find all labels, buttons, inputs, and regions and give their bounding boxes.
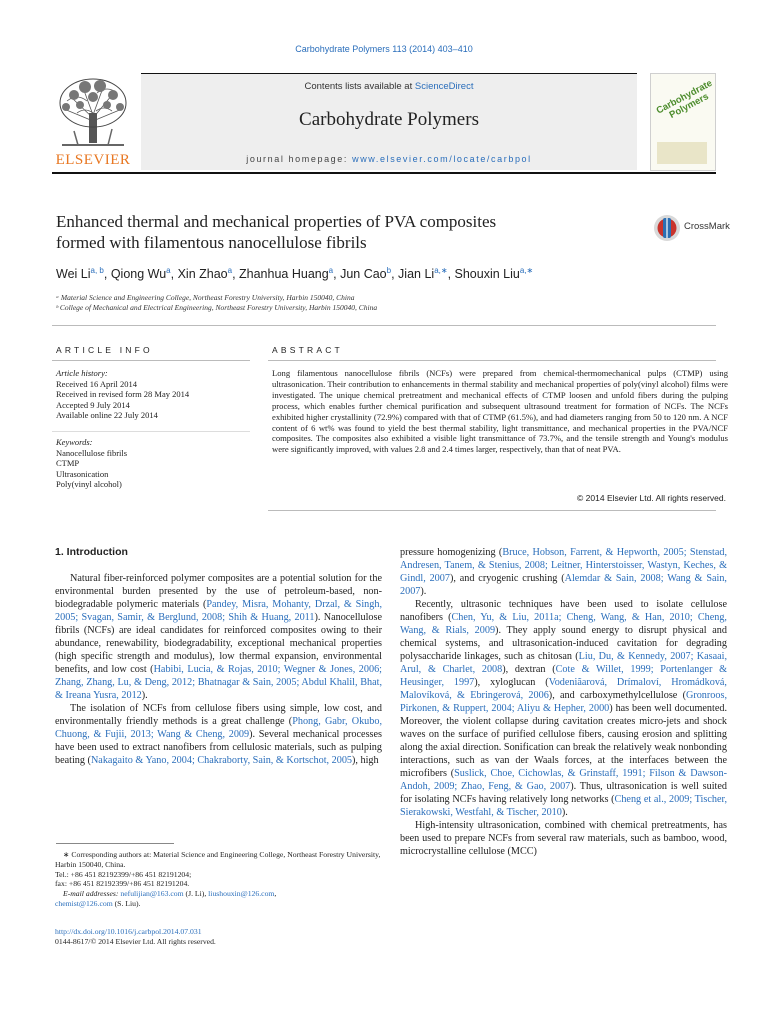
keyword: CTMP [56, 458, 80, 468]
reference-link[interactable]: Nakagaito & Yano, 2004; Chakraborty, Sain, & Kortschot, 2005 [90, 755, 353, 766]
corresponding-note: ∗ Corresponding authors at: Material Science and Engineering College, Northeast Forestry University, Harbin 150040, China. [55, 850, 381, 869]
abstract-rule [268, 360, 716, 361]
reference-link[interactable]: Cheng et al., 2009; Tischer, Sierakowski, Westfahl, & Tischer, 2010 [400, 794, 728, 818]
keyword: Nanocellulose fibrils [56, 447, 128, 458]
article-info-rule [52, 360, 250, 361]
contents-line [141, 81, 637, 92]
affiliation-b: ᵇ College of Mechanical and Electrical Engineering, Northeast Forestry University, Harbin 150040, China [56, 303, 378, 312]
reference-link[interactable]: Liu, Du, & Kennedy, 2007; Kasaai, Arul, & Charlet, 2008 [400, 651, 727, 675]
footnote-rule [56, 843, 174, 844]
paragraph: pressure homogenizing (Bruce, Hobson, Farrent, & Hepworth, 2005; Stenstad, Andresen, Tanem, & Stenius, 2008; Leitner, Hinterstoisser, Wastyn, Keches, & Gindl, 2007), and cryogenic crushing (Alemdar & Sain, 2008; Wang & Sain, 2007). [400, 547, 727, 597]
article-info-heading: ARTICLE INFO [56, 345, 153, 355]
reference-link[interactable]: Pandey, Misra, Mohanty, Drzal, & Singh, 2005; Svagan, Samir, & Berglund, 2008; Shih & Huang, 2011 [55, 599, 382, 623]
contents-prefix: Contents lists available at [304, 81, 415, 92]
section-heading-introduction: 1. Introduction [55, 546, 128, 558]
reference-link[interactable]: Cote & Willet, 1999; Portenlanger & Heusinger, 1997 [400, 664, 727, 688]
author[interactable]: Xin Zhao$^a$ [177, 266, 233, 282]
article-title [56, 211, 616, 253]
journal-citation[interactable]: Carbohydrate Polymers 113 (2014) 403–410 [295, 44, 473, 54]
cover-title: Carbohydrate Polymers [654, 77, 715, 121]
author[interactable]: Zhanhua Huang$^a$ [239, 266, 334, 282]
doi-block [55, 927, 216, 947]
article-history [56, 368, 251, 421]
author[interactable]: Qiong Wu$^a$ [110, 266, 171, 282]
title-line-2: formed with filamentous nanocellulose fibrils [56, 233, 367, 252]
keywords-rule [52, 431, 250, 432]
reference-link[interactable]: Phong, Gabr, Okubo, Chuong, & Fujii, 2013; Wang & Cheng, 2009 [55, 716, 382, 740]
section-rule [52, 325, 716, 326]
keywords [56, 437, 251, 490]
journal-homepage [141, 154, 637, 164]
abstract-heading: ABSTRACT [272, 345, 343, 355]
author[interactable]: Jian $Li^{a,∗}$ [398, 266, 448, 282]
reference-link[interactable]: Habibi, Lucia, & Rojas, 2010; Wegner & Jones, 2006; Zhang, Zhang, Lu, & Deng, 2012; Bhatnagar & Sain, 2005; Abdul Khalil, Bhat, & Ireana Yusra, 2012 [55, 664, 382, 701]
fax: fax: +86 451 82192399/+86 451 82191204. [55, 879, 190, 889]
keyword: Poly(vinyl alcohol) [56, 479, 122, 489]
paragraph: The isolation of NCFs from cellulose fibers using simple, low cost, and environmentally friendly methods is a great challenge (Phong, Gabr, Okubo, Chuong, & Fujii, 2013; Wang & Cheng, 2009). Several mechanical processes have been used to extract nanofibers from cellulosic materials, such as pulping beating (Nakagaito & Yano, 2004; Chakraborty, Sain, & Kortschot, 2005), high [55, 703, 382, 766]
author[interactable]: Wei Li$^{a, b}$ [56, 266, 104, 282]
crossmark-badge[interactable] [653, 213, 733, 243]
paragraph: High-intensity ultrasonication, combined with chemical pretreatments, has been used to prepare NCFs from several raw materials, such as bamboo, wood, microcrystalline cellulose (MCC) [400, 820, 727, 857]
author-list: Wei Li$^{a, b}$, Qiong Wu$^a$, Xin Zhao$^a$, Zhanhua Huang$^a$, Jun Cao$^b$, Jian $Li^{a,∗}$, Shouxin Liu$^{a,∗}$ [56, 266, 534, 282]
keyword: Ultrasonication [56, 468, 109, 479]
history-item: Received in revised form 28 May 2014 [56, 389, 190, 399]
crossmark-label: CrossMark [684, 221, 730, 232]
keywords-label: Keywords: [56, 437, 93, 447]
body-column-right [400, 546, 727, 858]
email-addresses: E-mail addresses: nefulijian@163.com (J. Li), liushouxin@126.com, [63, 889, 277, 899]
footnotes [55, 850, 385, 909]
reference-link[interactable]: Chen, Yu, & Liu, 2011a; Cheng, Wang, & Han, 2010; Cheng, Wang, & Rials, 2009 [400, 612, 727, 636]
history-item: Available online 22 July 2014 [56, 410, 158, 420]
publisher-logo-text: ELSEVIER [55, 152, 131, 168]
email-link[interactable]: liushouxin@126.com [208, 889, 275, 899]
issn-line: 0144-8617/© 2014 Elsevier Ltd. All rights reserved. [55, 937, 216, 946]
reference-link[interactable]: Gronroos, Pirkonen, & Ruppert, 2004; Aliyu & Hepher, 2000 [400, 690, 727, 714]
crossmark-icon [653, 213, 681, 243]
title-line-1: Enhanced thermal and mechanical properties of PVA composites [56, 212, 497, 231]
history-item: Accepted 9 July 2014 [56, 399, 130, 410]
journal-name: Carbohydrate Polymers [299, 109, 479, 130]
abstract-text: Long filamentous nanocellulose fibrils (NCFs) were prepared from chemical-thermomechanical pulps (CTMP) using ultrasonication. Their contribution to enhancements in thermal stability and mechanical properties of poly(vinyl alcohol) films were investigated. The unique chemical pretreatment and mechanical effects of CTMP loosen and unfold fibers during the pulping process, which enables further chemical purification and subsequent ultrasound treatment for formation of NCFs. The NCFs exhibited higher crystallinity (72.9%) compared with that of CTMP (61.5%), and had diameters ranging from 50 to 120 nm. A NCF content of 6 wt% was found to yield the best thermal stability, light transmittance, and mechanical properties in the PVA/NCF composites. The composites also exhibited a visible light transmittance of 73.7%, and the tensile strength and Young's modulus were significantly improved, with values 2.8 and 2.4 times larger, respectively, than that of neat PVA. [272, 368, 728, 455]
doi-link[interactable]: http://dx.doi.org/10.1016/j.carbpol.2014.07.031 [55, 927, 202, 936]
history-item: Received 16 April 2014 [56, 378, 137, 389]
affiliation-a: ᵃ Material Science and Engineering College, Northeast Forestry University, Harbin 150040, China [56, 293, 355, 302]
reference-link[interactable]: Suslick, Choe, Cichowlas, & Grinstaff, 1991; Filson & Dawson-Andoh, 2009; Zhao, Feng, & Gao, 2007 [400, 768, 727, 792]
homepage-link[interactable]: www.elsevier.com/locate/carbpol [352, 154, 532, 164]
reference-link[interactable]: Bruce, Hobson, Farrent, & Hepworth, 2005; Stenstad, Andresen, Tanem, & Stenius, 2008; Leitner, Hinterstoisser, Wastyn, Keches, & Gindl, 2007 [400, 547, 727, 584]
author[interactable]: Shouxin Liu$^{a,∗}$ [454, 266, 534, 282]
email-link[interactable]: nefulijian@163.com [120, 889, 184, 899]
history-label: Article history: [56, 368, 108, 378]
reference-link[interactable]: Vodeniãarová, Drímaloví, Hromádková, Malovíková, & Ebringerová, 2006 [400, 677, 727, 701]
journal-header-box [141, 73, 637, 170]
sciencedirect-link[interactable]: ScienceDirect [414, 81, 474, 92]
homepage-prefix: journal homepage: [246, 154, 353, 164]
abstract-copyright: © 2014 Elsevier Ltd. All rights reserved. [577, 493, 726, 503]
journal-cover-thumbnail[interactable] [650, 73, 716, 171]
telephone: Tel.: +86 451 82192399/+86 451 82191204; [55, 869, 192, 879]
header-rule [52, 172, 716, 174]
paragraph: Natural fiber-reinforced polymer composites are a potential solution for the environmental burden presented by the use of petroleum-based, non-biodegradable polymeric materials (Pandey, Misra, Mohanty, Drzal, & Singh, 2005; Svagan, Samir, & Berglund, 2008; Shih & Huang, 2011). Nanocellulose fibrils (NCFs) are ideal candidates for reinforced composites owing to their abundance, renewability, biodegradability, exceptional mechanical properties (high specific strength and modulus), low thermal expansion, environmental benefits, and low cost (Habibi, Lucia, & Rojas, 2010; Wegner & Jones, 2006; Zhang, Zhang, Lu, & Deng, 2012; Bhatnagar & Sain, 2005; Abdul Khalil, Bhat, & Ireana Yusra, 2012). [55, 573, 382, 701]
body-column-left [55, 546, 382, 767]
reference-link[interactable]: Alemdar & Sain, 2008; Wang & Sain, 2007 [400, 573, 727, 597]
email-link[interactable]: chemist@126.com [55, 898, 113, 908]
paragraph: Recently, ultrasonic techniques have been used to isolate cellulose nanofibers (Chen, Yu, & Liu, 2011a; Cheng, Wang, & Han, 2010; Cheng, Wang, & Rials, 2009). They apply sound energy to disrupt physical and chemical systems, and ultrasonication-induced cavitation for degrading polysaccharide linkages, such as chitosan (Liu, Du, & Kennedy, 2007; Kasaai, Arul, & Charlet, 2008), dextran (Cote & Willet, 1999; Portenlanger & Heusinger, 1997), xyloglucan (Vodeniãarová, Drímaloví, Hromádková, Malovíková, & Ebringerová, 2006), and carboxymethylcellulose (Gronroos, Pirkonen, & Ruppert, 2004; Aliyu & Hepher, 2000) has been well documented. Moreover, the violent collapse during cavitation creates micro-jets and shock waves on the surface of purified cellulose fibers, causing erosion and splitting along the axial direction. Sonification can break the relatively weak nonbonding interactions, such as van der Waals forces, at the interfaces between the microfibers (Suslick, Choe, Cichowlas, & Grinstaff, 1991; Filson & Dawson-Andoh, 2009; Zhao, Feng, & Gao, 2007). Thus, ultrasonication is well suited for isolating NCFs having relatively long networks (Cheng et al., 2009; Tischer, Sierakowski, Westfahl, & Tischer, 2010). [400, 599, 728, 818]
journal-masthead [52, 73, 716, 171]
cover-graphic [657, 142, 707, 164]
tree-icon [52, 73, 134, 153]
email-addresses-cont: chemist@126.com (S. Liu). [55, 898, 141, 908]
elsevier-tree-logo [52, 73, 134, 169]
abstract-bottom-rule [268, 510, 716, 511]
author[interactable]: Jun Cao$^b$ [340, 266, 392, 282]
